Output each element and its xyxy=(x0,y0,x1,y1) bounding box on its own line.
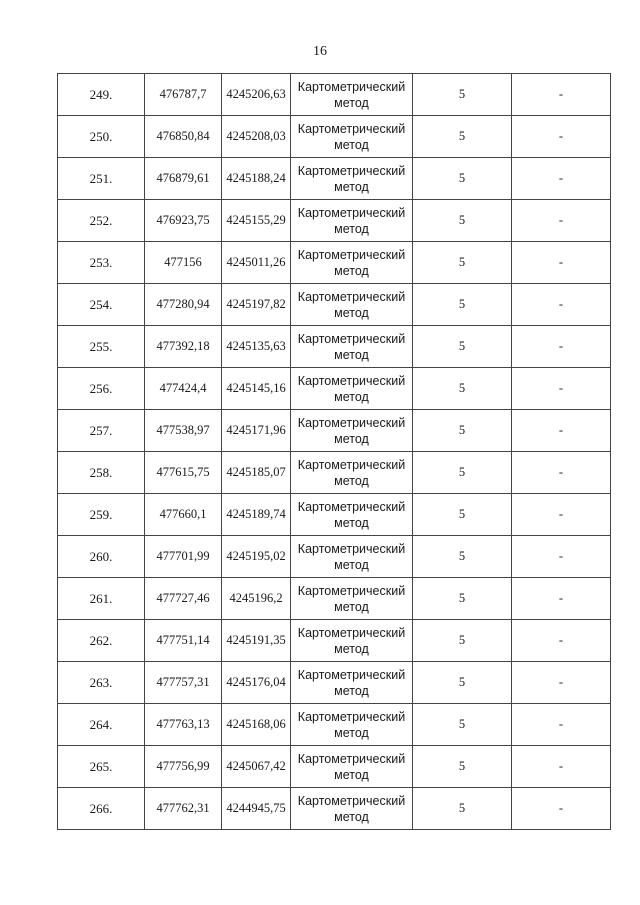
accuracy-cell: 5 xyxy=(413,494,512,536)
note-cell: - xyxy=(512,368,611,410)
x-coordinate-cell: 476787,7 xyxy=(145,74,222,116)
method-line-2: метод xyxy=(334,515,369,530)
table-row xyxy=(58,536,611,578)
method-line-1: Картометрический xyxy=(297,415,406,430)
method-line-2: метод xyxy=(334,179,369,194)
method-line-2: метод xyxy=(334,725,369,740)
accuracy-cell: 5 xyxy=(413,746,512,788)
table-row xyxy=(58,284,611,326)
y-coordinate-cell: 4245155,29 xyxy=(222,200,291,242)
note-cell: - xyxy=(512,410,611,452)
note-cell: - xyxy=(512,284,611,326)
note-cell: - xyxy=(512,746,611,788)
point-number-cell: 256. xyxy=(58,368,145,410)
accuracy-cell: 5 xyxy=(413,326,512,368)
method-line-1: Картометрический xyxy=(297,541,406,556)
accuracy-cell: 5 xyxy=(413,662,512,704)
point-number-cell: 251. xyxy=(58,158,145,200)
point-number-cell: 254. xyxy=(58,284,145,326)
method-line-2: метод xyxy=(334,389,369,404)
method-line-1: Картометрический xyxy=(297,457,406,472)
accuracy-cell: 5 xyxy=(413,620,512,662)
y-coordinate-cell: 4245168,06 xyxy=(222,704,291,746)
note-cell: - xyxy=(512,578,611,620)
table-body xyxy=(58,74,611,830)
y-coordinate-cell: 4245188,24 xyxy=(222,158,291,200)
method-cell xyxy=(291,536,413,578)
point-number-cell: 265. xyxy=(58,746,145,788)
table-row xyxy=(58,452,611,494)
y-coordinate-cell: 4245185,07 xyxy=(222,452,291,494)
method-cell xyxy=(291,788,413,830)
point-number-cell: 257. xyxy=(58,410,145,452)
method-cell xyxy=(291,578,413,620)
y-coordinate-cell: 4245206,63 xyxy=(222,74,291,116)
method-line-2: метод xyxy=(334,347,369,362)
method-cell xyxy=(291,284,413,326)
point-number-cell: 262. xyxy=(58,620,145,662)
method-cell xyxy=(291,116,413,158)
method-line-1: Картометрический xyxy=(297,331,406,346)
accuracy-cell: 5 xyxy=(413,242,512,284)
note-cell: - xyxy=(512,158,611,200)
table-row xyxy=(58,494,611,536)
method-line-2: метод xyxy=(334,641,369,656)
accuracy-cell: 5 xyxy=(413,74,512,116)
accuracy-cell: 5 xyxy=(413,284,512,326)
accuracy-cell: 5 xyxy=(413,452,512,494)
x-coordinate-cell: 476879,61 xyxy=(145,158,222,200)
x-coordinate-cell: 477756,99 xyxy=(145,746,222,788)
accuracy-cell: 5 xyxy=(413,704,512,746)
method-cell xyxy=(291,242,413,284)
point-number-cell: 260. xyxy=(58,536,145,578)
table-row xyxy=(58,242,611,284)
method-cell xyxy=(291,452,413,494)
method-line-1: Картометрический xyxy=(297,79,406,94)
table-row xyxy=(58,746,611,788)
x-coordinate-cell: 477538,97 xyxy=(145,410,222,452)
method-cell xyxy=(291,410,413,452)
point-number-cell: 255. xyxy=(58,326,145,368)
method-line-1: Картометрический xyxy=(297,793,406,808)
x-coordinate-cell: 477762,31 xyxy=(145,788,222,830)
method-line-2: метод xyxy=(334,137,369,152)
accuracy-cell: 5 xyxy=(413,200,512,242)
x-coordinate-cell: 476923,75 xyxy=(145,200,222,242)
method-cell xyxy=(291,326,413,368)
point-number-cell: 253. xyxy=(58,242,145,284)
page-number: 16 xyxy=(313,44,327,59)
x-coordinate-cell: 477660,1 xyxy=(145,494,222,536)
method-line-1: Картометрический xyxy=(297,373,406,388)
note-cell: - xyxy=(512,704,611,746)
point-number-cell: 264. xyxy=(58,704,145,746)
note-cell: - xyxy=(512,116,611,158)
table-row xyxy=(58,200,611,242)
y-coordinate-cell: 4245145,16 xyxy=(222,368,291,410)
y-coordinate-cell: 4245171,96 xyxy=(222,410,291,452)
note-cell: - xyxy=(512,662,611,704)
point-number-cell: 252. xyxy=(58,200,145,242)
y-coordinate-cell: 4245011,26 xyxy=(222,242,291,284)
method-line-2: метод xyxy=(334,95,369,110)
method-line-1: Картометрический xyxy=(297,709,406,724)
point-number-cell: 263. xyxy=(58,662,145,704)
point-number-cell: 261. xyxy=(58,578,145,620)
x-coordinate-cell: 477727,46 xyxy=(145,578,222,620)
table-row xyxy=(58,158,611,200)
accuracy-cell: 5 xyxy=(413,368,512,410)
method-cell xyxy=(291,74,413,116)
x-coordinate-cell: 476850,84 xyxy=(145,116,222,158)
method-cell xyxy=(291,158,413,200)
method-line-2: метод xyxy=(334,683,369,698)
accuracy-cell: 5 xyxy=(413,536,512,578)
note-cell: - xyxy=(512,536,611,578)
y-coordinate-cell: 4245067,42 xyxy=(222,746,291,788)
x-coordinate-cell: 477751,14 xyxy=(145,620,222,662)
accuracy-cell: 5 xyxy=(413,578,512,620)
method-line-2: метод xyxy=(334,809,369,824)
note-cell: - xyxy=(512,74,611,116)
point-number-cell: 259. xyxy=(58,494,145,536)
accuracy-cell: 5 xyxy=(413,788,512,830)
y-coordinate-cell: 4245197,82 xyxy=(222,284,291,326)
note-cell: - xyxy=(512,788,611,830)
y-coordinate-cell: 4245189,74 xyxy=(222,494,291,536)
method-line-2: метод xyxy=(334,473,369,488)
point-number-cell: 250. xyxy=(58,116,145,158)
method-cell xyxy=(291,200,413,242)
method-cell xyxy=(291,368,413,410)
x-coordinate-cell: 477392,18 xyxy=(145,326,222,368)
point-number-cell: 249. xyxy=(58,74,145,116)
table-row xyxy=(58,704,611,746)
note-cell: - xyxy=(512,200,611,242)
table-row xyxy=(58,662,611,704)
x-coordinate-cell: 477156 xyxy=(145,242,222,284)
method-line-1: Картометрический xyxy=(297,205,406,220)
method-cell xyxy=(291,662,413,704)
note-cell: - xyxy=(512,242,611,284)
method-line-1: Картометрический xyxy=(297,163,406,178)
table-row xyxy=(58,578,611,620)
y-coordinate-cell: 4245191,35 xyxy=(222,620,291,662)
y-coordinate-cell: 4245195,02 xyxy=(222,536,291,578)
method-line-2: метод xyxy=(334,263,369,278)
method-line-2: метод xyxy=(334,305,369,320)
method-line-1: Картометрический xyxy=(297,499,406,514)
x-coordinate-cell: 477615,75 xyxy=(145,452,222,494)
method-cell xyxy=(291,494,413,536)
method-line-1: Картометрический xyxy=(297,583,406,598)
method-cell xyxy=(291,746,413,788)
accuracy-cell: 5 xyxy=(413,410,512,452)
method-cell xyxy=(291,620,413,662)
method-line-2: метод xyxy=(334,431,369,446)
table-row xyxy=(58,410,611,452)
note-cell: - xyxy=(512,494,611,536)
table-row xyxy=(58,326,611,368)
point-number-cell: 258. xyxy=(58,452,145,494)
method-line-2: метод xyxy=(334,599,369,614)
x-coordinate-cell: 477424,4 xyxy=(145,368,222,410)
y-coordinate-cell: 4245196,2 xyxy=(222,578,291,620)
method-line-2: метод xyxy=(334,221,369,236)
table-row xyxy=(58,368,611,410)
note-cell: - xyxy=(512,452,611,494)
method-cell xyxy=(291,704,413,746)
method-line-1: Картометрический xyxy=(297,667,406,682)
method-line-2: метод xyxy=(334,767,369,782)
table-row xyxy=(58,620,611,662)
x-coordinate-cell: 477763,13 xyxy=(145,704,222,746)
x-coordinate-cell: 477280,94 xyxy=(145,284,222,326)
x-coordinate-cell: 477701,99 xyxy=(145,536,222,578)
method-line-1: Картометрический xyxy=(297,289,406,304)
accuracy-cell: 5 xyxy=(413,116,512,158)
method-line-1: Картометрический xyxy=(297,121,406,136)
method-line-2: метод xyxy=(334,557,369,572)
table-row xyxy=(58,74,611,116)
y-coordinate-cell: 4245208,03 xyxy=(222,116,291,158)
point-number-cell: 266. xyxy=(58,788,145,830)
method-line-1: Картометрический xyxy=(297,751,406,766)
y-coordinate-cell: 4244945,75 xyxy=(222,788,291,830)
table-row xyxy=(58,116,611,158)
accuracy-cell: 5 xyxy=(413,158,512,200)
x-coordinate-cell: 477757,31 xyxy=(145,662,222,704)
note-cell: - xyxy=(512,620,611,662)
coordinates-table xyxy=(57,73,611,830)
method-line-1: Картометрический xyxy=(297,247,406,262)
note-cell: - xyxy=(512,326,611,368)
table-row xyxy=(58,788,611,830)
method-line-1: Картометрический xyxy=(297,625,406,640)
y-coordinate-cell: 4245135,63 xyxy=(222,326,291,368)
y-coordinate-cell: 4245176,04 xyxy=(222,662,291,704)
